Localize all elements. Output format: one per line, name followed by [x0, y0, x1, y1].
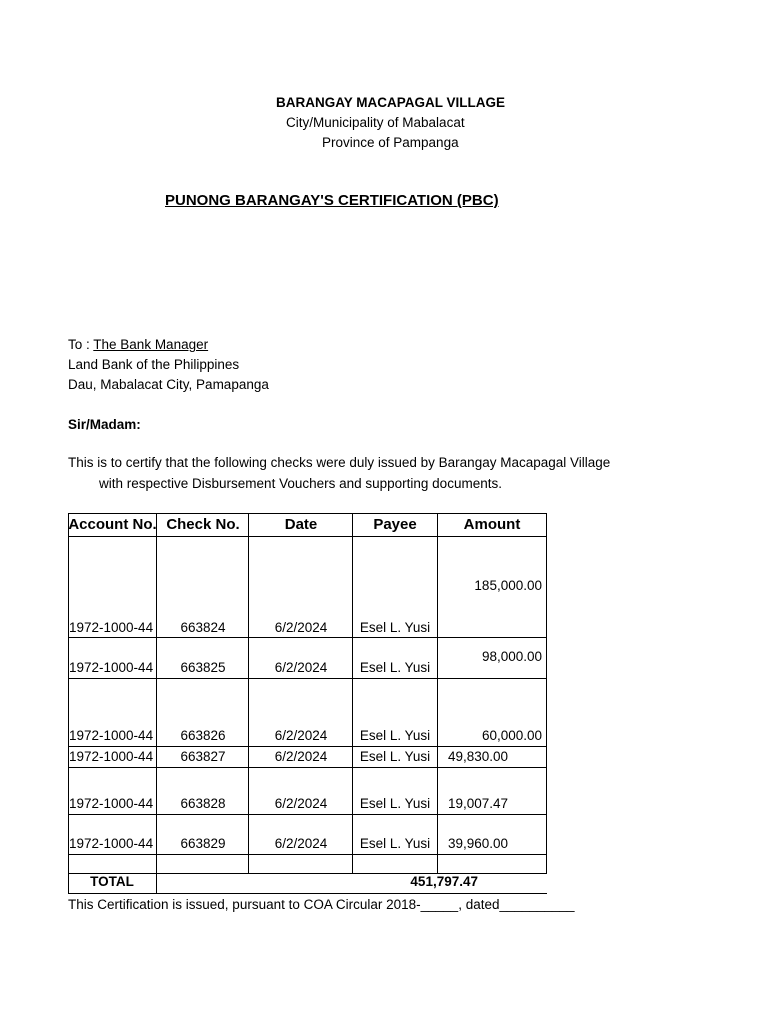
- header-payee: Payee: [373, 516, 417, 533]
- row-5-account: 1972-1000-44: [69, 796, 154, 811]
- row-2-amount: 98,000.00: [481, 649, 542, 664]
- row-6-check: 663829: [180, 836, 226, 851]
- total-label: TOTAL: [90, 874, 134, 889]
- checks-table: [68, 513, 547, 894]
- row-5-payee: Esel L. Yusi: [359, 796, 431, 811]
- row-4-payee: Esel L. Yusi: [359, 749, 431, 764]
- body-line-2: with respective Disbursement Vouchers and supporting documents.: [99, 476, 502, 491]
- row-1-payee: Esel L. Yusi: [359, 620, 431, 635]
- row-4-amount: 49,830.00: [448, 749, 509, 764]
- header-amount: Amount: [463, 516, 521, 533]
- bank-location: Dau, Mabalacat City, Pamapanga: [68, 377, 269, 392]
- row-3-date: 6/2/2024: [274, 728, 328, 743]
- document-title: PUNONG BARANGAY'S CERTIFICATION (PBC): [165, 192, 499, 209]
- row-1-account: 1972-1000-44: [69, 620, 154, 635]
- row-1-check: 663824: [180, 620, 226, 635]
- to-prefix: To :: [68, 337, 94, 352]
- header-check-no: Check No.: [166, 516, 240, 533]
- total-value: 451,797.47: [410, 874, 478, 889]
- header-date: Date: [284, 516, 318, 533]
- row-3-amount: 60,000.00: [481, 728, 542, 743]
- row-3-check: 663826: [180, 728, 226, 743]
- bank-name: Land Bank of the Philippines: [68, 357, 240, 372]
- row-5-check: 663828: [180, 796, 226, 811]
- row-4-account: 1972-1000-44: [69, 749, 154, 764]
- row-1-date: 6/2/2024: [274, 620, 328, 635]
- row-4-date: 6/2/2024: [274, 749, 328, 764]
- footer-note: This Certification is issued, pursuant to COA Circular 2018-_____, dated__________: [68, 897, 575, 912]
- row-5-date: 6/2/2024: [274, 796, 328, 811]
- row-2-account: 1972-1000-44: [69, 660, 154, 675]
- row-5-amount: 19,007.47: [448, 796, 509, 811]
- body-line-1-container: [68, 455, 611, 471]
- footer-container: [68, 897, 575, 913]
- row-6-date: 6/2/2024: [274, 836, 328, 851]
- row-3-account: 1972-1000-44: [69, 728, 154, 743]
- row-3-payee: Esel L. Yusi: [359, 728, 431, 743]
- row-1-amount: 185,000.00: [474, 578, 542, 593]
- header-account-no: Account No.: [68, 516, 157, 533]
- row-2-check: 663825: [180, 660, 226, 675]
- row-6-amount: 39,960.00: [448, 836, 509, 851]
- row-6-account: 1972-1000-44: [69, 836, 154, 851]
- addressee: [68, 337, 208, 353]
- row-2-date: 6/2/2024: [274, 660, 328, 675]
- city-name: City/Municipality of Mabalacat: [286, 115, 465, 130]
- body-line-1: This is to certify that the following checks were duly issued by Barangay Macapagal Village: [68, 455, 611, 470]
- province-name: Province of Pampanga: [322, 135, 459, 150]
- to-name: The Bank Manager: [93, 337, 209, 352]
- barangay-name: BARANGAY MACAPAGAL VILLAGE: [276, 95, 506, 110]
- salutation: Sir/Madam:: [68, 417, 141, 432]
- row-2-payee: Esel L. Yusi: [359, 660, 431, 675]
- row-6-payee: Esel L. Yusi: [359, 836, 431, 851]
- row-4-check: 663827: [180, 749, 226, 764]
